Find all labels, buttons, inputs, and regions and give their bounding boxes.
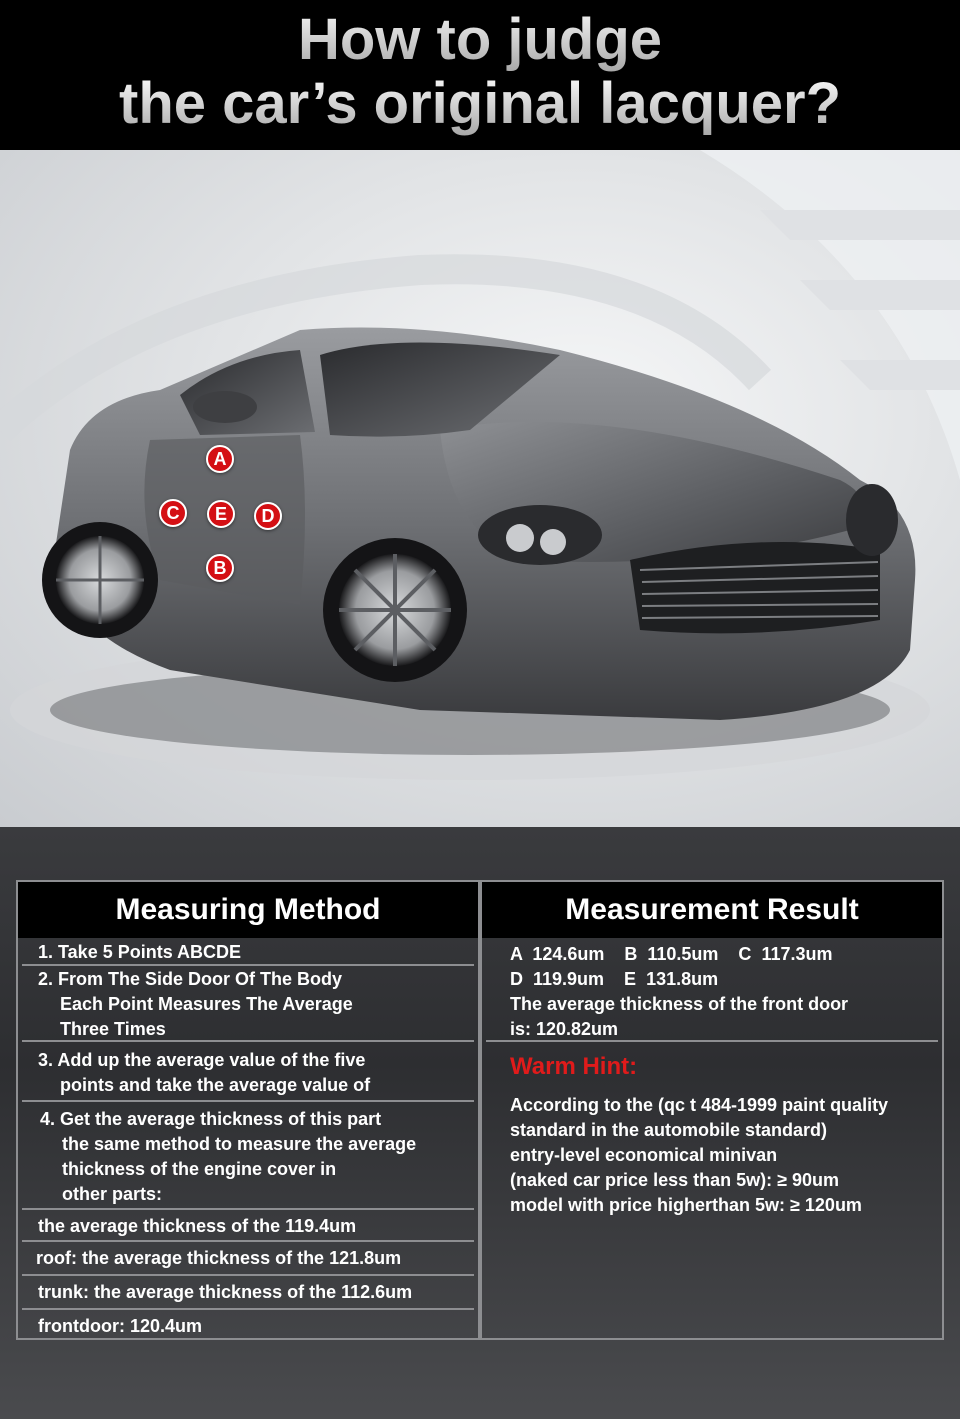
- measuring-method-table: [16, 880, 480, 1340]
- result-values: [486, 938, 938, 1042]
- method-step-3: [22, 1042, 474, 1102]
- method-row-frontdoor-text: frontdoor: 120.4um: [38, 1316, 203, 1336]
- warm-hint-line-2: standard in the automobile standard): [510, 1120, 828, 1140]
- warm-hint-line-5: model with price higherthan 5w: ≥ 120um: [510, 1195, 862, 1215]
- warm-hint-title: Warm Hint:: [510, 1053, 638, 1080]
- result-line-1: A 124.6um B 110.5um C 117.3um: [510, 944, 833, 964]
- method-step-4: [22, 1102, 474, 1210]
- method-step-1: [22, 938, 474, 966]
- result-line-4: is: 120.82um: [510, 1019, 619, 1039]
- page-title-line1: How to judge: [0, 0, 960, 72]
- warm-hint-block: [486, 1042, 938, 1338]
- method-step-3-line2: points and take the average value of: [60, 1075, 371, 1095]
- method-step-1-text: 1. Take 5 Points ABCDE: [38, 942, 242, 962]
- warm-hint-line-1: According to the (qc t 484-1999 paint quality: [510, 1095, 889, 1115]
- method-row-hood-text: the average thickness of the 119.4um: [38, 1216, 357, 1236]
- measure-point-e: E: [207, 500, 235, 528]
- method-row-trunk-text: trunk: the average thickness of the 112.6um: [38, 1282, 413, 1302]
- warm-hint-line-3: entry-level economical minivan: [510, 1145, 778, 1165]
- header-banner: [0, 0, 960, 150]
- car-illustration: [0, 150, 960, 827]
- method-row-trunk: [22, 1276, 474, 1310]
- measure-point-d: D: [254, 502, 282, 530]
- measurement-result-table: [480, 880, 944, 1340]
- measure-point-b: B: [206, 554, 234, 582]
- warm-hint-line-4: (naked car price less than 5w): ≥ 90um: [510, 1170, 840, 1190]
- method-step-2-line2: Each Point Measures The Average: [60, 994, 353, 1014]
- method-step-4-line4: other parts:: [62, 1184, 163, 1204]
- method-step-2-line1: 2. From The Side Door Of The Body: [38, 969, 343, 989]
- method-step-2-line3: Three Times: [60, 1019, 166, 1039]
- measure-point-a: A: [206, 445, 234, 473]
- method-step-3-line1: 3. Add up the average value of the five: [38, 1050, 366, 1070]
- measurement-result-heading: Measurement Result: [482, 882, 942, 938]
- measure-point-c: C: [159, 499, 187, 527]
- method-step-4-line3: thickness of the engine cover in: [62, 1159, 337, 1179]
- method-step-2: [22, 966, 474, 1042]
- measuring-method-heading: Measuring Method: [18, 882, 478, 938]
- method-row-hood: [22, 1210, 474, 1242]
- method-row-roof: [22, 1242, 474, 1276]
- car-image: [0, 150, 960, 827]
- method-row-frontdoor: [22, 1310, 474, 1338]
- method-step-4-line2: the same method to measure the average: [62, 1134, 417, 1154]
- method-step-4-line1: 4. Get the average thickness of this part: [40, 1109, 382, 1129]
- result-line-2: D 119.9um E 131.8um: [510, 969, 719, 989]
- page-title-line2: the car’s original lacquer?: [0, 72, 960, 136]
- result-line-3: The average thickness of the front door: [510, 994, 849, 1014]
- method-row-roof-text: roof: the average thickness of the 121.8um: [36, 1248, 402, 1268]
